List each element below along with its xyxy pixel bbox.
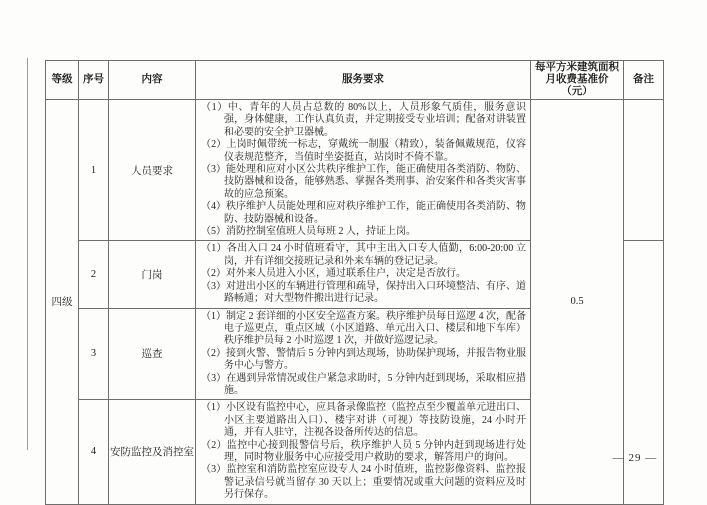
requirement-item: （2）监控中心接到报警信号后，秩序维护人员 5 分钟内赶到现场进行处理，同时物业服务中心应接受用户救助的要求，解答用户的询问。 (201, 439, 526, 463)
price-value-cell: 0.5 (531, 100, 624, 505)
service-standard-table (45, 60, 664, 505)
requirement-item: （2）上岗时佩带统一标志，穿戴统一制服（精致），装备佩戴规范，仪容仪表规范整齐，当值时坐姿挺直，站岗时不倚不靠。 (201, 139, 526, 163)
header-cell-price: 每平方米建筑面积月收费基准价（元） (531, 61, 624, 100)
row4-requirements (196, 400, 531, 504)
requirement-item: （2）接到火警、警情后 5 分钟内到达现场，协助保护现场，并报告物业服务中心与警方。 (201, 347, 526, 372)
row2-requirements (196, 241, 531, 308)
row4-no: 4 (79, 400, 109, 504)
header-cell-no: 序号 (79, 61, 109, 100)
requirement-item: （1）各出入口 24 小时值班看守，其中主出入口专人值勤，6:00-20:00 立岗，并有详细交接班记录和外来车辆的登记记录。 (201, 243, 526, 267)
row2-content: 门岗 (109, 241, 196, 308)
requirement-item: （1）制定 2 套详细的小区安全巡查方案。秩序维护员每日巡逻 4 次，配备电子巡更点，重点区域（小区道路、单元出入口、楼层和地下车库）秩序维护员每 2 小时巡逻 1 次，并做好巡逻记录。 (201, 310, 526, 347)
row3-content: 巡查 (109, 308, 196, 400)
header-row (46, 61, 664, 100)
header-cell-remark: 备注 (624, 61, 664, 100)
row1-content: 人员要求 (109, 100, 196, 241)
row1-no: 1 (79, 100, 109, 241)
table-row (46, 100, 664, 241)
requirement-item: （5）消防控制室值班人员每班 2 人，持证上岗。 (201, 226, 416, 238)
page-number: — 29 — (612, 452, 658, 464)
row2-no: 2 (79, 241, 109, 308)
requirement-item: （1）中、青年的人员占总数的 80%以上，人员形象气质佳，服务意识强，身体健康，工作认真负责，并定期接受专业培训；配备对讲装置和必要的安全护卫器械。 (201, 102, 526, 138)
requirement-item: （1）小区设有监控中心，应具备录像监控（监控点至少覆盖单元进出口、小区主要道路出入口）、楼宇对讲（可视）等技防设施，24 小时开通，并有人驻守，注视各设备所传达的信息。 (201, 402, 526, 439)
requirement-item: （3）监控室和消防监控室应设专人 24 小时值班，监控影像资料、监控报警记录信号就当留存 30 天以上；重要情况或重大问题的资料应及时另行保存。 (201, 464, 526, 501)
requirement-item: （3）对进出小区的车辆进行管理和疏导，保持出入口环境整洁、有序、道路畅通；对大型物件搬出进行记录。 (201, 280, 526, 305)
row3-no: 3 (79, 308, 109, 400)
row1-remark (624, 100, 664, 241)
row3-requirements (196, 308, 531, 400)
row4-content: 安防监控及消控室 (109, 400, 196, 504)
header-cell-content: 内容 (109, 61, 196, 100)
rows2-4-remark (624, 241, 664, 504)
header-cell-requirements: 服务要求 (196, 61, 531, 100)
requirement-item: （3）在遇到异常情况或住户紧急求助时，5 分钟内赶到现场，采取相应措施。 (201, 372, 526, 396)
row1-requirements (196, 100, 531, 241)
requirement-item: （3）能处理和应对小区公共秩序维护工作，能正确使用各类消防、物防、技防器械和设备，能够熟悉、掌握各类刑事、治安案件和各类灾害事故的应急预案。 (201, 164, 526, 200)
level-cell: 四级 (46, 100, 79, 505)
page-edge-line (27, 58, 28, 450)
header-cell-level: 等级 (46, 61, 79, 100)
requirement-item: （4）秩序维护人员能处理和应对秩序维护工作，能正确使用各类消防、物防、技防器械和设备。 (201, 201, 526, 225)
requirement-item: （2）对外来人员进入小区，通过联系住户，决定是否放行。 (201, 268, 466, 280)
